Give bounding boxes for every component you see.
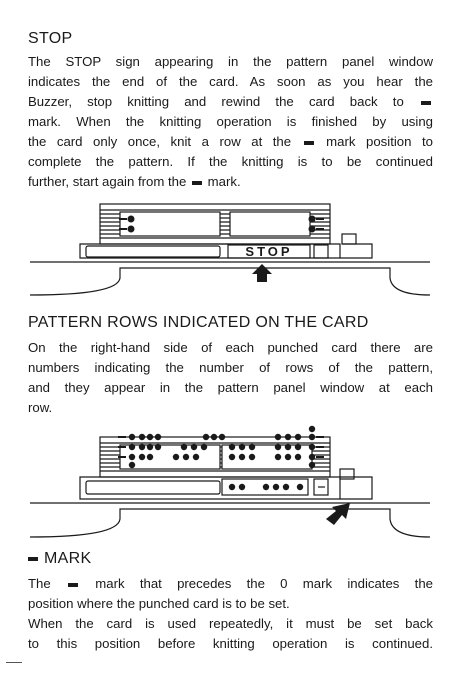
mark-line-4: to this position before knitting operation is continued. bbox=[28, 636, 433, 651]
mark-line-1b: mark that precedes the 0 mark indicates the bbox=[95, 576, 433, 591]
page-corner-mark bbox=[6, 662, 22, 663]
pattern-line-2: numbers indicating the number of rows of the pattern, bbox=[28, 360, 433, 375]
mark-dash-icon bbox=[421, 101, 431, 105]
stop-line-8: mark. bbox=[207, 174, 241, 189]
stop-section bbox=[28, 30, 433, 192]
stop-line-2: indicates the end of the card. As soon as you hear the bbox=[28, 74, 433, 89]
stop-sign-label: STOP bbox=[245, 244, 293, 259]
mark-line-2: position where the punched card is to be set. bbox=[28, 596, 290, 611]
stop-line-5b: mark position to bbox=[326, 134, 433, 149]
stop-line-5-wrap bbox=[28, 132, 433, 152]
stop-line-1: The STOP sign appearing in the pattern panel window bbox=[28, 54, 433, 69]
mark-line-3: When the card is used repeatedly, it must be set back bbox=[28, 616, 433, 631]
stop-heading: STOP bbox=[28, 30, 73, 47]
stop-line-7-wrap bbox=[28, 172, 433, 192]
mark-line-1-wrap bbox=[28, 574, 433, 594]
stop-line-3-wrap bbox=[28, 92, 433, 112]
stop-line-7: further, start again from the bbox=[28, 174, 187, 189]
mark-dash-icon bbox=[192, 181, 202, 185]
pattern-panel-figure bbox=[0, 415, 453, 540]
pattern-line-4: row. bbox=[28, 400, 53, 415]
pattern-line-1: On the right-hand side of each punched card there are bbox=[28, 340, 433, 355]
pattern-line-3: and they appear in the pattern panel window at each bbox=[28, 380, 433, 395]
mark-section bbox=[28, 550, 433, 654]
mark-paragraph bbox=[28, 574, 433, 654]
pattern-section bbox=[28, 314, 433, 418]
stop-line-6: complete the pattern. If the knitting is to be continued bbox=[28, 154, 433, 169]
mark-line-1a: The bbox=[28, 576, 51, 591]
mark-dash-icon bbox=[28, 557, 38, 561]
mark-dash-icon bbox=[68, 583, 78, 587]
mark-dash-icon bbox=[304, 141, 314, 145]
stop-paragraph bbox=[28, 52, 433, 192]
stop-line-5a: the card only once, knit a row at the bbox=[28, 134, 292, 149]
pattern-paragraph bbox=[28, 338, 433, 418]
mark-heading: MARK bbox=[44, 550, 92, 567]
stop-panel-figure bbox=[0, 200, 453, 310]
stop-line-3: Buzzer, stop knitting and rewind the card back to bbox=[28, 94, 404, 109]
mark-heading-wrap bbox=[28, 550, 433, 568]
pattern-heading: PATTERN ROWS INDICATED ON THE CARD bbox=[28, 314, 369, 331]
stop-line-4: mark. When the knitting operation is finished by using bbox=[28, 114, 433, 129]
